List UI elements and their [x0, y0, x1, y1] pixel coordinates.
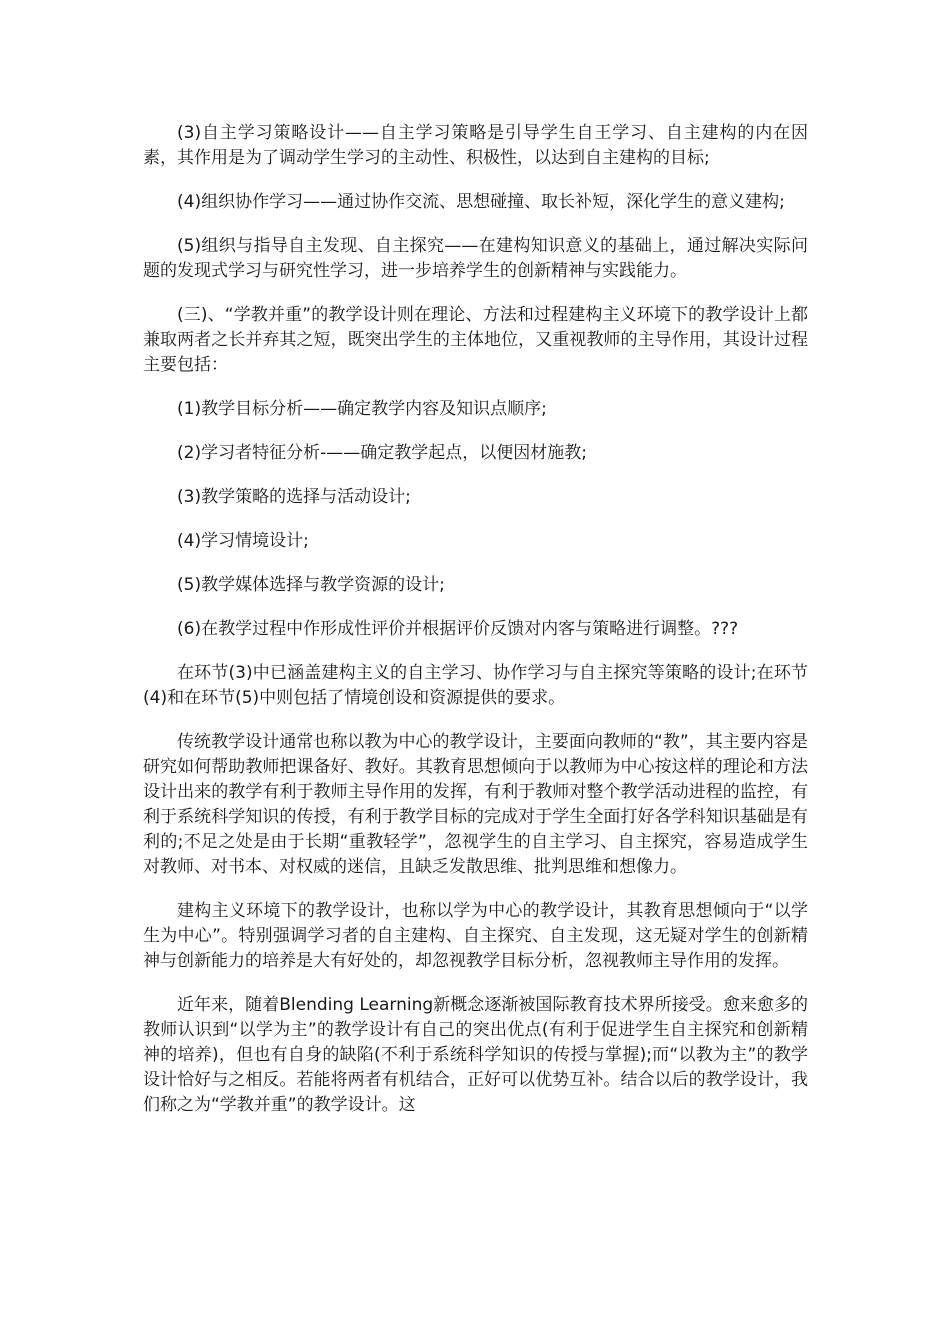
paragraph-self-discovery: (5)组织与指导自主发现、自主探究——在建构知识意义的基础上，通过解决实际问题的发现式学习与研究性学习，进一步培养学生的创新精神与实践能力。 — [143, 236, 808, 281]
list-item-5: (5)教学媒体选择与教学资源的设计; — [177, 575, 445, 595]
paragraph-traditional-design: 传统教学设计通常也称以教为中心的教学设计，主要面向教师的“教”，其主要内容是研究如何帮助教师把课备好、教好。其教育思想倾向于以教师为中心按这样的理论和方法设计出来的教学有利于教师主导作用的发挥，有利于教师对整个教学活动进程的监控，有利于系统科学知识的传授，有利于教学目标的完成对于学生全面打好各学科知识基础是有利的;不足之处是由于长期“重教轻学”，忽视学生的自主学习、自主探究，容易造成学生对教师、对书本、对权威的迷信，且缺乏发散思维、批判思维和想像力。 — [143, 732, 808, 877]
paragraph-constructivist-design: 建构主义环境下的教学设计，也称以学为中心的教学设计，其教育思想倾向于“以学生为中心”。特别强调学习者的自主建构、自主探究、自主发现，这无疑对学生的创新精神与创新能力的培养是大有好处的，却忽视教学目标分析，忽视教师主导作用的发挥。 — [143, 901, 808, 971]
paragraph-stage-notes: 在环节(3)中已涵盖建构主义的自主学习、协作学习与自主探究等策略的设计;在环节(4)和在环节(5)中则包括了情境创设和资源提供的要求。 — [143, 663, 808, 708]
list-item-6: (6)在教学过程中作形成性评价并根据评价反馈对内客与策略进行调整。??? — [177, 619, 739, 639]
list-item-4: (4)学习情境设计; — [177, 531, 309, 551]
paragraph-strategy-design: (3)自主学习策略设计——自主学习策略是引导学生自王学习、自主建构的内在因素，其作用是为了调动学生学习的主动性、积极性，以达到自主建构的目标; — [143, 123, 808, 168]
list-item-3: (3)教学策略的选择与活动设计; — [177, 487, 411, 507]
paragraph-blending-learning: 近年来，随着Blending Learning新概念逐渐被国际教育技术界所接受。愈来愈多的教师认识到“以学为主”的教学设计有自己的突出优点(有利于促进学生自主探究和创新精神的培养)，但也有自身的缺陷(不利于系统科学知识的传授与掌握);而“以教为主”的教学设计恰好与之相反。若能将两者有机结合，正好可以优势互补。结合以后的教学设计，我们称之为“学教并重”的教学设计。这 — [143, 995, 808, 1115]
list-item-1: (1)教学目标分析——确定教学内容及知识点顺序; — [177, 399, 547, 419]
paragraph-collaborative-learning: (4)组织协作学习——通过协作交流、思想碰撞、取长补短，深化学生的意义建构; — [177, 192, 785, 212]
paragraph-section-three: (三)、“学教并重”的教学设计则在理论、方法和过程建构主义环境下的教学设计上都兼取两者之长并弃其之短，既突出学生的主体地位，又重视教师的主导作用，其设计过程主要包括： — [143, 305, 808, 375]
list-item-2: (2)学习者特征分析-——确定教学起点，以便因材施教; — [177, 443, 587, 463]
document-page — [143, 121, 808, 1137]
